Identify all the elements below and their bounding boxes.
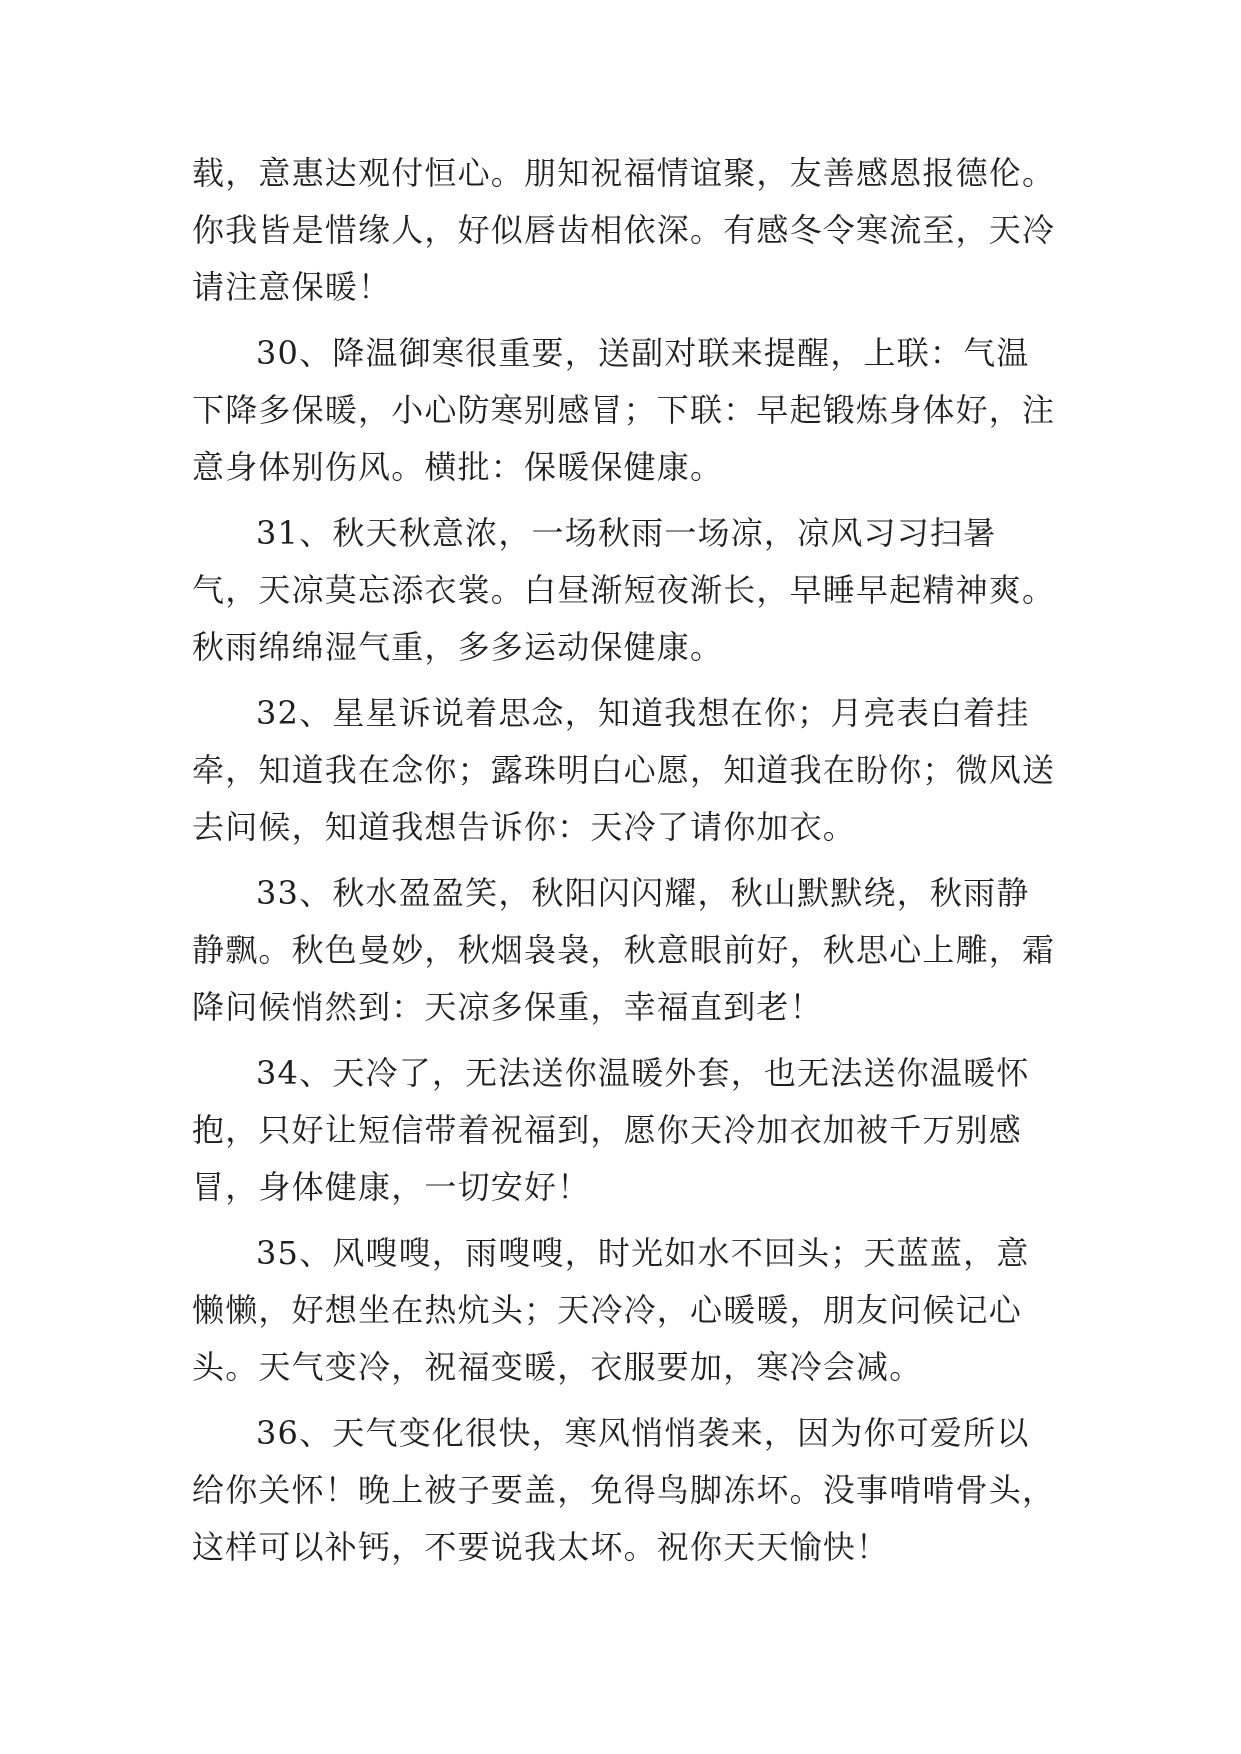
paragraph-item-30: 30、降温御寒很重要，送副对联来提醒，上联：气温下降多保暖，小心防寒别感冒；下联：早起锻炼身体好，注意身体别伤风。横批：保暖保健康。: [192, 334, 1056, 486]
paragraph-item-35: 35、风嗖嗖，雨嗖嗖，时光如水不回头；天蓝蓝，意懒懒，好想坐在热炕头；天冷冷，心暖暖，朋友问候记心头。天气变冷，祝福变暖，衣服要加，寒冷会减。: [192, 1234, 1030, 1386]
paragraph-item-32: 32、星星诉说着思念，知道我想在你；月亮表白着挂牵，知道我在念你；露珠明白心愿，知道我在盼你；微风送去问候，知道我想告诉你：天冷了请你加衣。: [192, 694, 1056, 846]
paragraph-continuation: 载，意惠达观付恒心。朋知祝福情谊聚，友善感恩报德伦。你我皆是惜缘人，好似唇齿相依深。有感冬令寒流至，天冷请注意保暖！: [192, 154, 1056, 306]
document-body: [192, 145, 1057, 1585]
paragraph-item-33: 33、秋水盈盈笑，秋阳闪闪耀，秋山默默绕，秋雨静静飘。秋色曼妙，秋烟袅袅，秋意眼前好，秋思心上雕，霜降问候悄然到：天凉多保重，幸福直到老！: [192, 874, 1056, 1026]
paragraph-item-34: 34、天冷了，无法送你温暖外套，也无法送你温暖怀抱，只好让短信带着祝福到，愿你天冷加衣加被千万别感冒，身体健康，一切安好！: [192, 1054, 1030, 1206]
paragraph-item-36: 36、天气变化很快，寒风悄悄袭来，因为你可爱所以给你关怀！晚上被子要盖，免得鸟脚冻坏。没事啃啃骨头，这样可以补钙，不要说我太坏。祝你天天愉快！: [192, 1414, 1056, 1566]
paragraph-item-31: 31、秋天秋意浓，一场秋雨一场凉，凉风习习扫暑气，天凉莫忘添衣裳。白昼渐短夜渐长，早睡早起精神爽。秋雨绵绵湿气重，多多运动保健康。: [192, 514, 1056, 666]
